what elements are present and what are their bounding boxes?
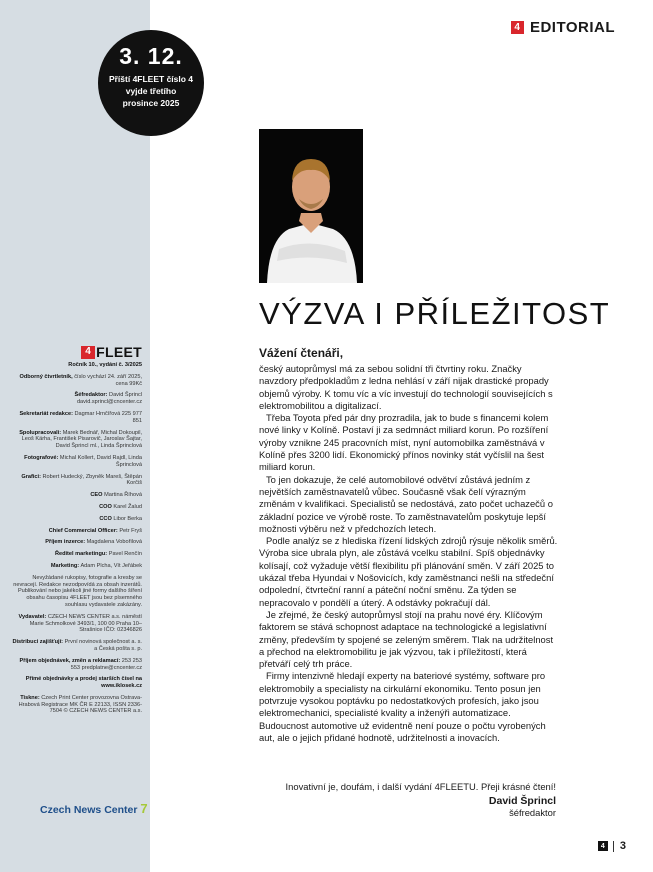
masthead-item-text: Nevyžádané rukopisy, fotografie a kresby se nevracejí. Redakce nezodpovídá za obsah inzerátů. Publikování nebo jakékoli jiné formy dalšího šíření obsahu časopisu 4FLEET jsou bez písemného souhlasu vydavatele zakázány. xyxy=(13,574,142,608)
masthead-item-label: CEO xyxy=(90,492,103,499)
masthead-item xyxy=(12,374,142,388)
masthead-item-text: Marek Bednář, Michal Dokoupil, Leoš Kärha, František Pisarovič, Jaroslav Šajtar, David Šprincl ml., Linda Šprinclová xyxy=(21,429,142,450)
masthead-item-label: Odborný čtvrtletník, xyxy=(19,373,73,380)
masthead-item-text: CZECH NEWS CENTER a.s. náměstí Marie Schmolkové 3493/1, 100 00 Praha 10–Strašnice IČO: 02346826 xyxy=(29,613,142,634)
section-header xyxy=(511,19,615,36)
masthead-item xyxy=(12,658,142,672)
masthead-item xyxy=(12,539,142,546)
masthead-item xyxy=(12,516,142,523)
masthead-item-text: První novinová společnost a. s. a Česká pošta s. p. xyxy=(64,639,142,652)
masthead-item-label: Příjem inzerce: xyxy=(45,539,86,546)
masthead-item-label: Fotografové: xyxy=(24,454,59,461)
next-issue-date: 3. 12. xyxy=(119,43,183,69)
author-portrait-image xyxy=(259,129,363,283)
masthead-issue: Ročník 10., vydání č. 3/2025 xyxy=(68,362,142,368)
article-paragraph: Firmy intenzivně hledají experty na bateriové systémy, software pro elektromobily a specialisty na cirkulární ekonomiku. Tento posun jen potvrzuje vysokou poptávku po nedostatkových profesích, jako jsou elektromechanici, specialisté kvality a inženýři automatizace. Budoucnost automotive už evidentně není pouze o počtu vyrobených aut, ale o jejich přidané hodnotě, udržitelnosti a inovacích. xyxy=(259,670,546,743)
article-paragraph: český autoprůmysl má za sebou solidní tři čtvrtiny roku. Značky navzdory předpokladům z ledna nehlásí v září nijak drastické propady objemů výroby. K tomu víc a víc investují do technologií souvisejících s elektromobilitou a digitalizací. xyxy=(259,363,553,411)
masthead-item-text: Magdalena Vobořilová xyxy=(86,539,142,546)
author-photo xyxy=(259,129,363,283)
publisher-logo-mark: 7 xyxy=(140,801,148,816)
masthead-item xyxy=(12,392,142,406)
article-paragraph: Je zřejmé, že český autoprůmysl stojí na prahu nové éry. Klíčovým faktorem se stává schopnost adaptace na technologické a legislativní změny, především ty spojené se zeleným směrem. Tlak na udržitelnost a přechod na elektromobilitu je jak výzvou, tak i příležitostí, která přetváří celý trh práce. xyxy=(259,608,554,670)
masthead-item-label: Příjem objednávek, změn a reklamací: xyxy=(19,657,121,664)
masthead-item-text: Czech Print Center provozovna Ostrava-Hrabová Registrace MK ČR E 22133, ISSN 2336-7504 © CZECH NEWS CENTER a.s. xyxy=(18,694,142,715)
masthead xyxy=(12,346,142,720)
masthead-item-label: Přímé objednávky a prodej starších čísel na www.iklosek.cz xyxy=(25,676,142,690)
article-body xyxy=(259,363,559,744)
masthead-item-text: David Šprincl david.sprincl@cncenter.cz xyxy=(76,392,142,406)
footer-divider xyxy=(613,841,614,852)
next-issue-badge xyxy=(98,30,204,136)
masthead-item-text: Libor Berka xyxy=(113,515,142,522)
masthead-item-text: Robert Hudecký, Zbyněk Mareš, Štěpán Korčiš xyxy=(42,473,142,487)
masthead-item-text: Adam Plcha, Vít Jeřábek xyxy=(80,562,142,569)
masthead-item-label: COO xyxy=(99,503,112,510)
masthead-item-label: Marketing: xyxy=(50,562,80,569)
masthead-item-label: Vydavatel: xyxy=(18,613,47,620)
masthead-item-text: Petr Fryš xyxy=(119,527,142,534)
page-footer xyxy=(598,840,626,852)
masthead-logo: 4 FLEET xyxy=(12,346,142,359)
section-title: EDITORIAL xyxy=(529,19,615,36)
masthead-item-label: Ředitel marketingu: xyxy=(54,551,108,558)
signer-role: šéfredaktor xyxy=(509,807,556,818)
next-issue-text: Příští 4FLEET číslo 4 vyjde třetího prosince 2025 xyxy=(108,74,194,108)
closing-line: Inovativní je, doufám, i další vydání 4FLEETU. Přeji krásné čtení! xyxy=(285,781,556,792)
masthead-item-label: Tiskne: xyxy=(20,694,40,701)
article-headline: VÝZVA I PŘÍLEŽITOST xyxy=(259,296,611,331)
masthead-item xyxy=(12,639,142,653)
masthead-item xyxy=(12,504,142,511)
masthead-item-label: Grafici: xyxy=(21,473,41,480)
masthead-items xyxy=(12,374,142,715)
masthead-item-label: CCO xyxy=(99,515,112,522)
masthead-item-label: Chief Commercial Officer: xyxy=(48,527,118,534)
masthead-item-text: Martina Říhová xyxy=(104,492,142,499)
masthead-item-label: Šéfredaktor: xyxy=(74,392,108,399)
masthead-item xyxy=(12,614,142,634)
article-closing xyxy=(286,781,556,819)
fleet-logo-icon: 4 xyxy=(511,21,524,34)
page-number: 3 xyxy=(619,840,626,852)
masthead-item-text: číslo vychází 24. září 2025, cena 99Kč xyxy=(74,373,142,387)
masthead-item xyxy=(12,474,142,488)
fleet-logo-icon: 4 xyxy=(598,841,608,851)
masthead-item-text: Dagmar Hrnčířová 225 977 851 xyxy=(74,410,142,424)
signer-name: David Šprincl xyxy=(488,795,556,807)
masthead-item xyxy=(12,551,142,558)
masthead-item-text: Pavel Renčín xyxy=(108,551,142,558)
masthead-item xyxy=(12,411,142,425)
masthead-item xyxy=(12,492,142,499)
masthead-item-text: Michal Kollert, David Rajdl, Linda Šprinclová xyxy=(59,454,142,468)
article-paragraph: To jen dokazuje, že celé automobilové odvětví zůstává jedním z největších zaměstnavatelů vůbec. Současně však čelí výrazným změnám v kvalifikaci. Specialistů se nedostává, zato počet uchazečů o základní pozice ve výrobě roste. To zaměstnavatelům poskytuje lepší možnosti výběru než v předchozích letech. xyxy=(259,473,553,534)
article-paragraph: Podle analýz se z hlediska řízení lidských zdrojů rýsuje několik směrů. Výroba sice ubrala plyn, ale zůstává vcelku stabilní. Spíš objednávky kolísají, což vyžaduje větší flexibilitu při plánování směn. V září 2025 to ukázal třeba Hyundai v Nošovicích, kdy zaměstnanci nešli na středeční odpolední, čtvrteční ranní a páteční noční směnu. Za týden se nepracovalo v pondělí a úterý. A odstávky pokračují dál. xyxy=(259,535,558,608)
masthead-item xyxy=(12,528,142,535)
masthead-item xyxy=(12,695,142,715)
fleet-logo-icon: 4 xyxy=(81,346,95,359)
masthead-item xyxy=(12,430,142,450)
publisher-logo: Czech News Center 7 xyxy=(40,801,148,816)
masthead-item-text: Karel Žalud xyxy=(113,503,142,510)
masthead-item-label: Distribuci zajišťují: xyxy=(12,639,63,646)
masthead-item xyxy=(12,676,142,690)
article-greeting: Vážení čtenáři, xyxy=(259,346,344,360)
masthead-item xyxy=(12,455,142,469)
article-paragraph: Třeba Toyota před pár dny prozradila, jak to bude s financemi kolem nové linky v Kolíně. Postaví ji za sedmnáct miliard korun. Po rozšíření výroby vznikne 245 pracovních míst, nyní automobilka zaměstnává v Kolíně přes 3200 lidí. Ekonomický přínos novinky stát vyčíslil na šest miliard korun. xyxy=(259,412,549,473)
masthead-item xyxy=(12,575,142,609)
masthead-item-label: Spolupracovali: xyxy=(19,429,62,436)
masthead-item-label: Sekretariát redakce: xyxy=(19,410,73,417)
masthead-item-text: 253 253 553 predplatne@cncenter.cz xyxy=(70,657,142,671)
masthead-item xyxy=(12,563,142,570)
